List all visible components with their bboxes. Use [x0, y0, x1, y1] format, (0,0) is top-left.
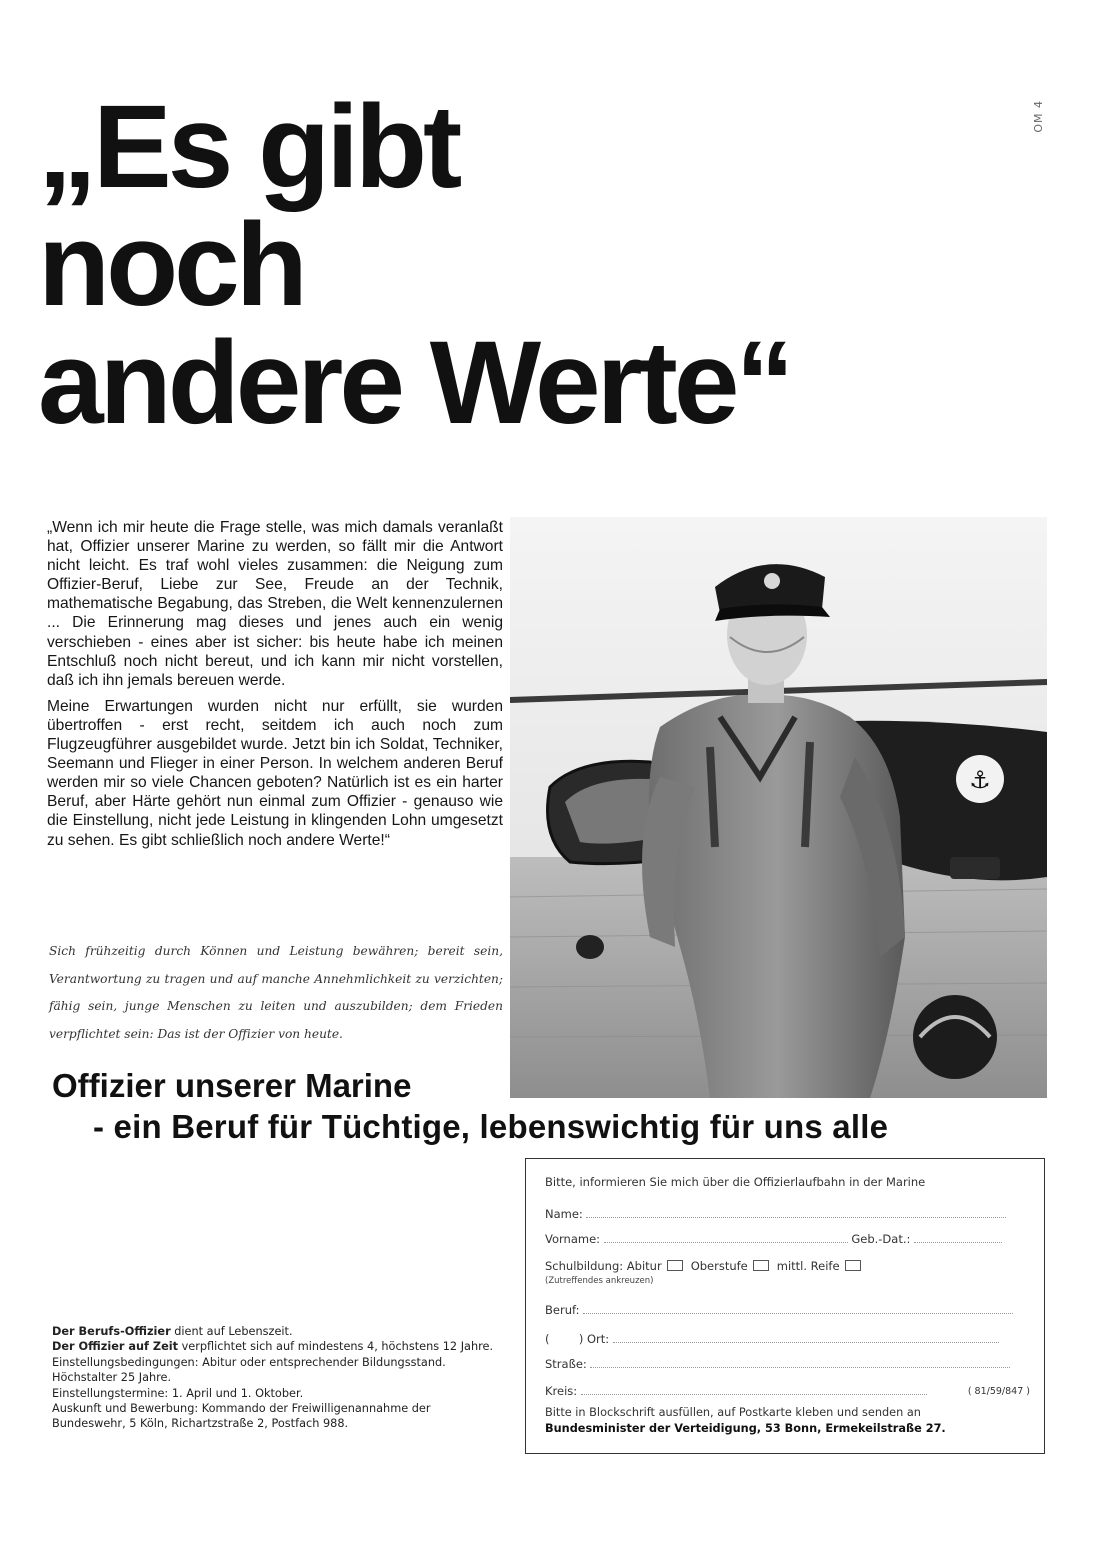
vorname-field[interactable] [604, 1232, 848, 1243]
coupon-row-vorname [545, 1232, 1030, 1246]
gebdat-label: Geb.-Dat.: [851, 1232, 911, 1246]
coupon-row-beruf [545, 1303, 1030, 1317]
slogan-line-2: - ein Beruf für Tüchtige, lebenswichtig für uns alle [93, 1108, 889, 1145]
beruf-label: Beruf: [545, 1303, 580, 1317]
beruf-field[interactable] [583, 1303, 1013, 1314]
abitur-checkbox[interactable] [667, 1260, 683, 1271]
ort-label: ) Ort: [578, 1332, 610, 1346]
strasse-label: Straße: [545, 1357, 587, 1371]
coupon-address: Bundesminister der Verteidigung, 53 Bonn, Ermekeilstraße 27. [545, 1422, 946, 1435]
info-einstellungstermine: Einstellungstermine: 1. April und 1. Oktober. [52, 1386, 304, 1400]
testimonial-text [47, 518, 503, 850]
testimonial-paragraph-2: Meine Erwartungen wurden nicht nur erfüllt, sie wurden übertroffen - erst recht, seitdem ich auch noch zum Flugzeugführer ausgebildet wurde. Jetzt bin ich Soldat, Techniker, Seemann und Flieger in einer Person. In welchem anderen Beruf werden mir so viele Chancen geboten? Natürlich ist es ein harter Beruf, aber Härte gehört nun einmal zum Offizier - genauso wie die Einstellung, nicht jede Leistung in klingenden Lohn umgesetzt zu sehen. Es gibt schließlich noch andere Werte!“ [47, 697, 503, 849]
headline-line-3: andere Werte“ [38, 317, 791, 449]
slogan-line-1: Offizier unserer Marine [52, 1067, 412, 1104]
headline-line-1: „Es gibt [38, 81, 459, 213]
coupon-code: ( 81/59/847 ) [967, 1386, 1030, 1397]
mittlere-reife-checkbox[interactable] [845, 1260, 861, 1271]
coupon-row-strasse [545, 1357, 1030, 1371]
mittlere-reife-label: mittl. Reife [776, 1259, 840, 1273]
headline-line-2: noch [38, 199, 304, 331]
info-offizier-auf-zeit: Der Offizier auf Zeit verpflichtet sich auf mindestens 4, höchstens 12 Jahre. [52, 1340, 494, 1354]
distant-vehicle [950, 857, 1000, 879]
side-code: OM 4 [1032, 100, 1045, 133]
name-label: Name: [545, 1207, 583, 1221]
flight-helmet [913, 995, 997, 1079]
name-field[interactable] [586, 1207, 1006, 1218]
info-einstellungsbedingungen: Einstellungsbedingungen: Abitur oder entsprechender Bildungsstand. Höchstalter 25 Jahre. [52, 1355, 446, 1385]
oberstufe-label: Oberstufe [690, 1259, 748, 1273]
coupon-row-kreis [545, 1384, 1030, 1398]
info-auskunft: Auskunft und Bewerbung: Kommando der Freiwilligenannahme der Bundeswehr, 5 Köln, Richartzstraße 2, Postfach 988. [52, 1402, 431, 1431]
coupon-row-ort [545, 1332, 1030, 1346]
vorname-label: Vorname: [545, 1232, 601, 1246]
info-berufs-offizier: Der Berufs-Offizier dient auf Lebenszeit. [52, 1325, 293, 1338]
career-info [52, 1324, 507, 1432]
oberstufe-checkbox[interactable] [753, 1260, 769, 1271]
testimonial-paragraph-1: „Wenn ich mir heute die Frage stelle, was mich damals veranlaßt hat, Offizier unserer Marine zu werden, so fällt mir die Antwort nicht leicht. Es traf wohl vieles zusammen: die Neigung zum Offizier-Beruf, Liebe zur See, Freude an der Technik, mathematische Begabung, das Streben, die Welt kennenzulernen ... Die Erinnerung mag dieses und jenes auch ein wenig verschieben - eines aber ist sicher: bis heute habe ich meinen Entschluß noch nicht bereut, und ich kann mir nicht vorstellen, daß ich ihn jemals bereuen werde. [47, 519, 503, 689]
kreis-label: Kreis: [545, 1384, 578, 1398]
gebdat-field[interactable] [914, 1232, 1002, 1243]
officier-definition: Sich frühzeitig durch Können und Leistung bewähren; bereit sein, Verantwortung zu tragen und auf manche Annehmlichkeit zu verzichten; fähig sein, junge Menschen zu leiten und auszubilden; dem Frieden verpflichtet sein: Das ist der Offizier von heute. [49, 944, 503, 1041]
checkbox-hint: (Zutreffendes ankreuzen) [545, 1276, 654, 1286]
coupon-row-schulbildung [545, 1259, 1030, 1273]
strasse-field[interactable] [590, 1357, 1010, 1368]
ort-field[interactable] [613, 1332, 999, 1343]
postcode-open-paren: ( [545, 1332, 550, 1346]
coupon-row-name [545, 1207, 1030, 1221]
headline [38, 81, 1038, 449]
coupon-intro: Bitte, informieren Sie mich über die Offizierlaufbahn in der Marine [545, 1175, 926, 1189]
schulbildung-label: Schulbildung: Abitur [545, 1259, 662, 1273]
officer-photo [510, 517, 1047, 1098]
request-coupon [525, 1158, 1045, 1454]
svg-text:⚓: ⚓ [969, 766, 991, 794]
kreis-field[interactable] [581, 1384, 927, 1395]
coupon-instruction: Bitte in Blockschrift ausfüllen, auf Postkarte kleben und senden an [545, 1406, 921, 1419]
